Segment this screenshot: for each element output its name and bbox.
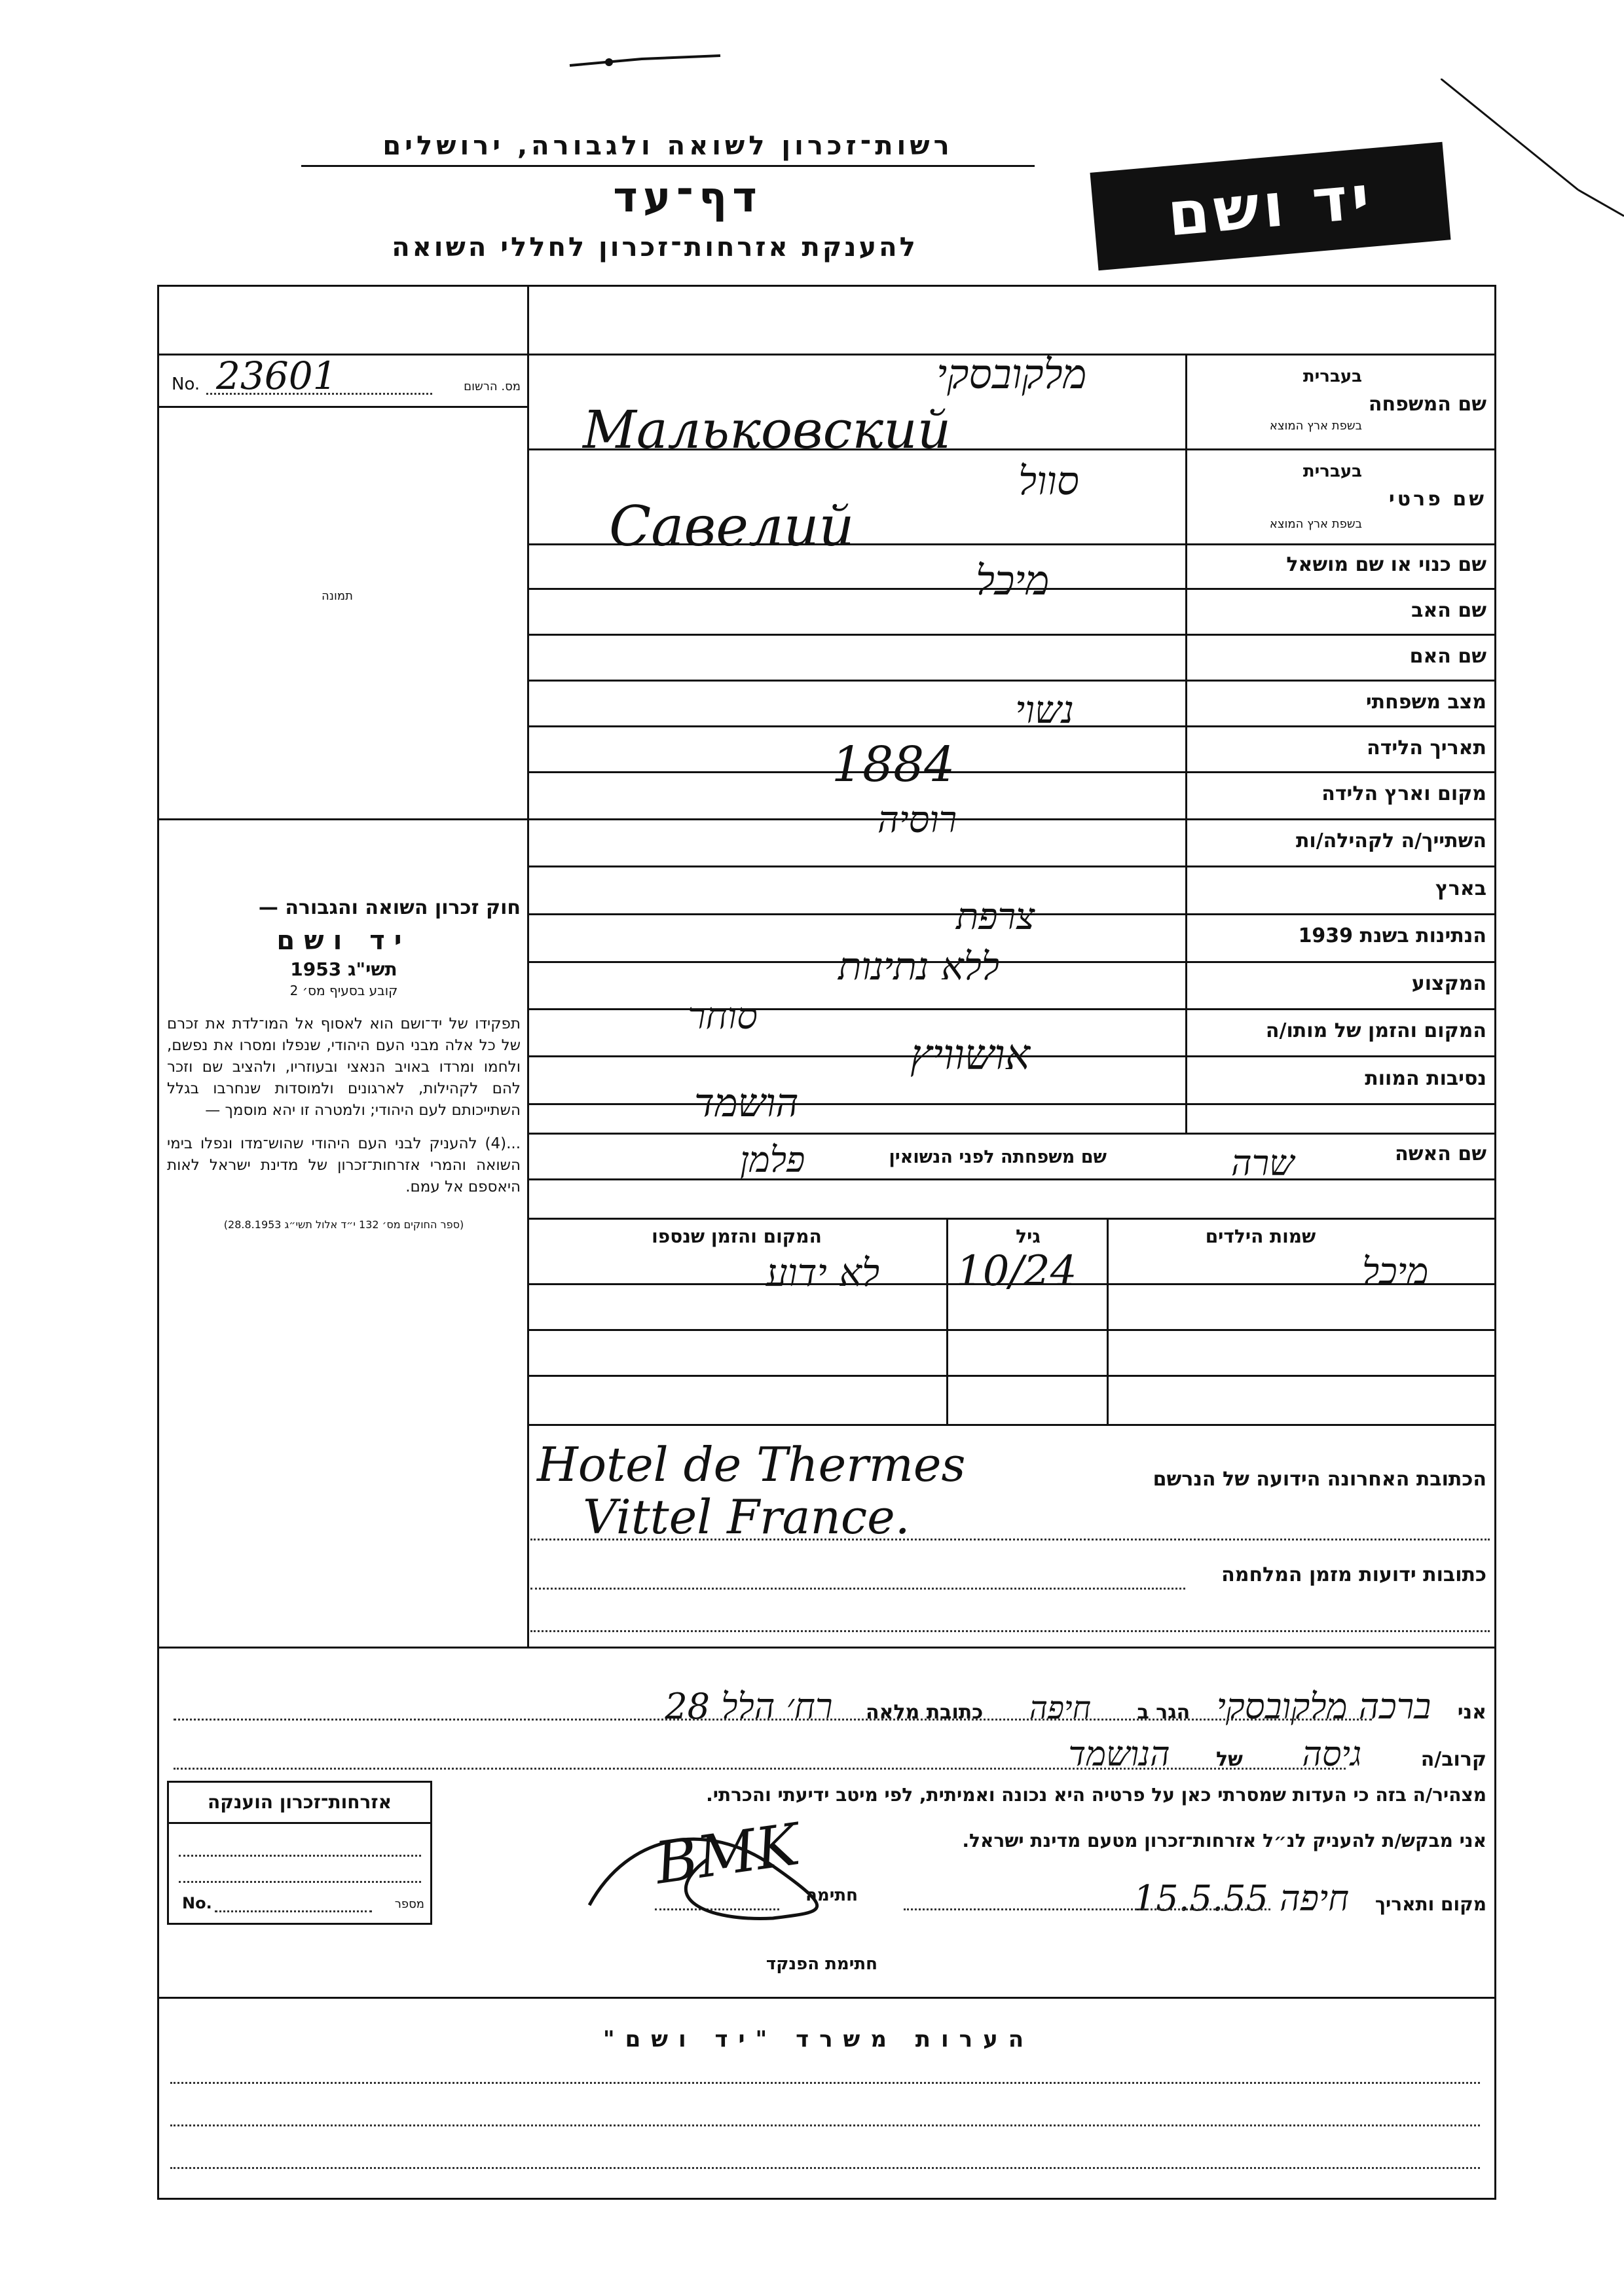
declarant-i-label: אני — [1457, 1701, 1486, 1724]
place-date-value: חיפה 15.5.55 — [1133, 1878, 1350, 1919]
death-place-time-value: אושוויץ — [910, 1031, 1030, 1080]
law-text-1: תפקידו של יד־ושם הוא לאסוף אל המו־לדת את זכרם של כל אלה מבני העם היהודי, שנפלו ומסרו את נפשם, ולחמו ומרדו באויב הנאצי ובעוזריו, ולהציב שם וזכר להם לקהילות, לארגונים ולמוסדות שנחרבו בגלל השתייכותם לעם היהודי; ולמטרה זו יהא מוסמך — — [167, 1015, 521, 1119]
maiden-name-label: שם משפחתה לפני הנשואין — [889, 1147, 1107, 1167]
reg-no-prefix: No. — [172, 374, 200, 394]
family-name-hebrew-value: מלקובסקי — [936, 350, 1087, 398]
declarant-line — [170, 1686, 1486, 1727]
declarant-name-value: ברכה מלקובסקי — [1216, 1686, 1431, 1727]
wife-name-value: שרה — [1231, 1142, 1295, 1184]
birth-date-value: 1884 — [832, 737, 955, 793]
father-name-label: שם האב — [1411, 599, 1486, 622]
last-address-label: הכתובת האחרונה הידועה של הנרשם — [1153, 1468, 1486, 1491]
law-text-2: ...(4) להעניק לבני העם היהודי שהוש־מדו ונפלו בימי השואה והמרי אזרחות־זכרון של מדינת ישראל לאות היאספם אל עמם. — [167, 1135, 521, 1195]
family-in-hebrew-label: בעברית — [1302, 367, 1362, 386]
marital-status-value: נשוי — [1015, 687, 1074, 732]
citizenship-1939-label: הנתינות בשנת 1939 — [1298, 924, 1486, 947]
authority-line: רשות־זכרון לשואה ולגבורה, ירושלים — [301, 131, 1035, 167]
relation-value: גיסה — [1302, 1735, 1362, 1774]
clerk-signature-label: חתימת הפנקד — [766, 1954, 877, 1974]
war-addresses-label: כתובות ידועות מזמן המלחמה — [1221, 1563, 1486, 1586]
place-date-line — [838, 1878, 1486, 1919]
family-origin-lang-label: בשפת ארץ המוצא — [1269, 419, 1362, 433]
maiden-name-value: פלמן — [740, 1139, 805, 1180]
mother-name-label: שם האם — [1409, 645, 1486, 668]
children-names-header: שמות הילדים — [1205, 1226, 1316, 1247]
profession-value: סוחר — [688, 995, 758, 1038]
form-title: דף־עד — [613, 173, 762, 222]
birth-place-label: מקום וארץ הלידה — [1321, 782, 1486, 805]
death-circumstances-label: נסיבות המוות — [1365, 1067, 1486, 1090]
death-circumstances-value: הושמד — [694, 1080, 799, 1126]
scribble-mark — [563, 26, 733, 79]
citizenship-value: ללא נתינות — [838, 944, 1000, 989]
statement-line: מצהיר/ה בזה כי העדות שמסרתי כאן על פרטיה היא נכונה ואמיתית, לפי מיטב ידיעתי והכרתי. — [706, 1784, 1486, 1806]
full-address-value: רח׳ הלל 28 — [665, 1686, 833, 1727]
office-notes-title: הערות משרד "יד ושם" — [602, 2026, 1035, 2052]
profession-label: המקצוע — [1411, 972, 1486, 995]
first-in-hebrew-label: בעברית — [1302, 462, 1362, 481]
resident-label: הגר ב — [1137, 1701, 1190, 1724]
first-origin-lang-label: בשפת ארץ המוצא — [1269, 517, 1362, 531]
photo-label: תמונה — [322, 589, 353, 603]
reg-no-value: 23601 — [216, 354, 337, 398]
first-name-hebrew-value: סוול — [1018, 458, 1079, 504]
law-excerpt — [167, 897, 521, 1235]
yad-vashem-logo: יד ושם — [1090, 142, 1450, 270]
child-death-value: לא ידוע — [766, 1250, 880, 1295]
resident-value: חיפה — [1029, 1690, 1091, 1726]
citizenship-granted-box — [167, 1781, 432, 1925]
relation-label: קרוב/ה — [1420, 1748, 1486, 1771]
birth-date-label: תאריך הלידה — [1367, 737, 1486, 759]
child-age-header: גיל — [1016, 1226, 1041, 1247]
place-date-label: מקום ותאריך — [1375, 1893, 1486, 1915]
country-value: צרפת — [956, 896, 1035, 938]
reg-no-label: מס. הרשום — [464, 380, 521, 393]
citizenship-no-prefix: No. — [182, 1894, 212, 1912]
wife-name-label: שם האשה — [1395, 1142, 1486, 1165]
nickname-label: שם כנוי או שם מושאל — [1286, 553, 1486, 576]
of-value: הנושמד — [1068, 1735, 1170, 1774]
signature-scribble — [576, 1807, 851, 1938]
of-label: של — [1216, 1748, 1243, 1771]
law-year: תשי"ג 1953 — [290, 958, 397, 980]
child-age-value: 10/24 — [956, 1247, 1077, 1296]
marital-status-label: מצב משפחתי — [1365, 691, 1486, 714]
citizenship-number-label: מספר — [394, 1897, 424, 1911]
law-source: (ספר החוקים מס׳ 132 י״ד אלול תשי״ג 28.8.1953) — [223, 1218, 464, 1231]
father-name-value: מיכל — [976, 556, 1050, 604]
law-name: יד ושם — [276, 926, 411, 956]
country-label: בארץ — [1435, 877, 1486, 900]
request-line: אני מבקש/ת להעניק לנ״ל אזרחות־זכרון מטעם מדינת ישראל. — [962, 1830, 1486, 1851]
citizenship-granted-title: אזרחות־זכרון הוענקה — [169, 1783, 430, 1824]
birth-place-value: רוסיה — [877, 799, 957, 841]
law-heading: חוק זכרון השואה והגבורה — — [258, 896, 521, 919]
corner-fold-mark — [1441, 79, 1624, 223]
law-section: קובע בסעיף מס׳ 2 — [289, 983, 398, 998]
child-name-value: מיכל — [1362, 1250, 1429, 1293]
first-name-origin-value: Савелий — [609, 494, 855, 558]
community-label: השתייך/ה לקהילה/ות — [1295, 829, 1486, 852]
family-name-origin-value: Мальковский — [583, 399, 951, 460]
child-death-header: המקום והזמן שנספו — [652, 1226, 822, 1247]
signature-value: BMK — [650, 1810, 803, 1897]
last-address-value-line1: Hotel de Thermes — [537, 1437, 966, 1492]
form-subtitle: להענקת אזרחות־זכרון לחללי השואה — [392, 232, 918, 263]
death-place-time-label: המקום והזמן של מותו/ה — [1265, 1019, 1486, 1042]
family-name-label: שם המשפחה — [1368, 393, 1486, 416]
full-address-label: כתובת מלאה — [865, 1701, 984, 1724]
first-name-label: שם פרטי — [1388, 488, 1486, 511]
last-address-value-line2: Vittel France. — [583, 1489, 910, 1544]
signature-label: חתימה — [805, 1886, 858, 1905]
